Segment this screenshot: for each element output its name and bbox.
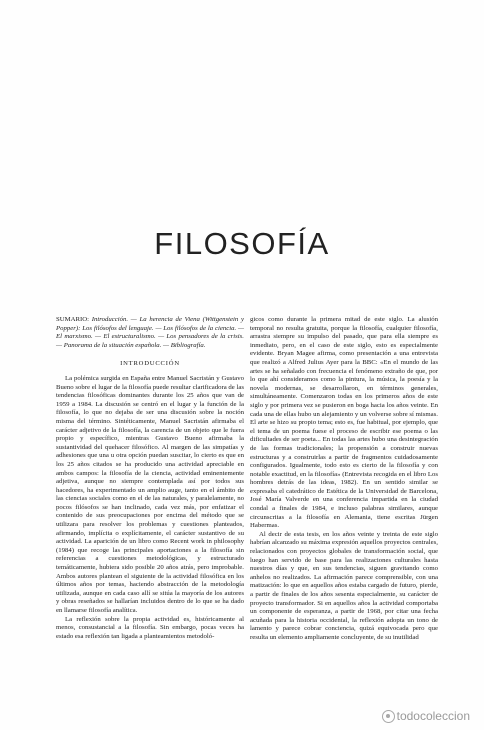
left-column — [56, 316, 244, 641]
page-title: FILOSOFÍA — [154, 225, 330, 261]
body-paragraph: gicos como durante la primera mitad de este siglo. La alusión temporal no resulta gratuita, porque la filosofía, cualquier filosofía, arrastra siempre su impulso del pasado, que para ella siempre es inmediato, pero, en el caso de este siglo, esto es especialmente evidente. Bryan Magee afirma, como presentación a una entrevista que realizó a Alfred Julius Ayer para la BBC: «En el mundo de las artes se ha señalado con frecuencia el fenómeno extraño de que, por lo que ahí consideramos como la pintura, la música, la poesía y la novela modernas, se desarrollaron, en términos generales, simultáneamente. Comenzaron todas en los primeros años de este siglo y por primera vez se pusieron en boga hacia los años veinte. En cada una de ellas hubo un alejamiento y un volverse sobre sí mismas. El arte se hizo su propio tema; esto es, fue habitual, por ejemplo, que el tema de un poema fuese el proceso de escribir ese poema o las dificultades de ser poeta... En todas las artes hubo una desintegración de las formas tradicionales; la propensión a construir nuevas estructuras y a construirlas a partir de fragmentos cuidadosamente configurados. Igualmente, todo esto es cierto de la filosofía y con notable exactitud, en la filosofía» (Entrevista recogida en el libro Los hombres detrás de las ideas, 1982). En un sentido similar se expresaba el catedrático de Estética de la Universidad de Barcelona, José María Valverde en una conferencia impartida en la ciudad condal a finales de 1984, e incluso palabras similares, aunque circunscritas a la filosofía en Alemania, tiene escritas Jürgen Habermas. — [250, 316, 438, 530]
body-paragraph: La reflexión sobre la propia actividad es, históricamente al menos, consustancial a la filosofía. Sin embargo, pocas veces ha estado esa reflexión tan ligada a planteamientos metodoló- — [56, 615, 244, 640]
summary-block — [56, 316, 244, 350]
section-heading: INTRODUCCIÓN — [120, 360, 180, 368]
summary-lead: SUMARIO: — [56, 316, 92, 323]
watermark — [382, 709, 470, 723]
right-column — [250, 316, 438, 643]
summary-items: Introducción. — La herencia de Viena (Wittgenstein y Popper): Los filósofos del lenguaje. — Los filósofos de la ciencia. — El marxismo. — El estructuralismo. — Los pensadores de la crisis. — Panorama de la situación española. — Bibliografía. — [56, 316, 244, 349]
body-paragraph: Al decir de esta tesis, en los años veinte y treinta de este siglo habrían alcanzado su máxima expresión aquellos proyectos centrales, relacionados con proyectos globales de transformación social, que luego han servido de base para las realizaciones culturales hasta nuestros días y que, en sus tendencias, siguen gravitando como anhelos no realizados. La afirmación parece comprensible, con una matización: lo que en aquellos años estaba cargado de futuro, pierde, a partir de finales de los años sesenta especialmente, su carácter de proyecto transformador. Si en aquellos años la actividad comportaba un componente de esperanza, a partir de 1968, por citar una fecha acuñada para la historia occidental, la reflexión adopta un tono de lamento y parece cobrar conciencia, quizá equivocada pero que resulta un elemento ampliamente concluyente, de su inutilidad — [250, 530, 438, 641]
watermark-text: todocoleccion — [396, 709, 470, 723]
watermark-logo-icon — [382, 710, 395, 723]
body-paragraph: La polémica surgida en España entre Manuel Sacristán y Gustavo Bueno sobre el lugar de la filosofía puede resultar clarificadora de las tendencias filosóficas dominantes durante los 25 años que van de 1959 a 1984. La discusión se centró en el lugar y la función de la filosofía, lo que no dejaba de ser una discusión sobre la noción misma del término. Sintéticamente, Manuel Sacristán afirmaba el carácter adjetivo de la filosofía, la carencia de un objeto que le fuera propio y específico, mientras Gustavo Bueno afirmaba la sustantividad del quehacer filosófico. Al margen de las simpatías y adhesiones que una u otra opción puedan suscitar, lo cierto es que en los 25 años citados se ha producido una actividad apreciable en ambos campos: la filosofía de la ciencia, actividad eminentemente adjetiva, aunque no siempre contemplada así por todos sus hacedores, ha experimentado un amplio auge, tanto en el ámbito de las ciencias sociales como en el de las naturales, y paralelamente, no pocos filósofos se han inclinado, cada vez más, por enfatizar el contenido de sus preocupaciones por encima del método que se utilizara para resolver los problemas y cuestiones planteados, afirmando, implícita o explícitamente, el carácter sustantivo de su actividad. La aparición de un libro como Recent work in philosophy (1984) que recoge las principales aportaciones a la filosofía sin referencias a cuestiones metodológicas, y estructurado temáticamente, hubiera sido posible 20 años atrás, pero improbable. Ambos autores plantean el siguiente de la actividad filosófica en los últimos años por temas, haciendo abstracción de la metodología utilizada, aunque en cada caso allí se sitúa la mayoría de los autores y obras reseñados se hallarían incluidos dentro de lo que se ha dado en llamarse filosofía analítica. — [56, 374, 244, 614]
